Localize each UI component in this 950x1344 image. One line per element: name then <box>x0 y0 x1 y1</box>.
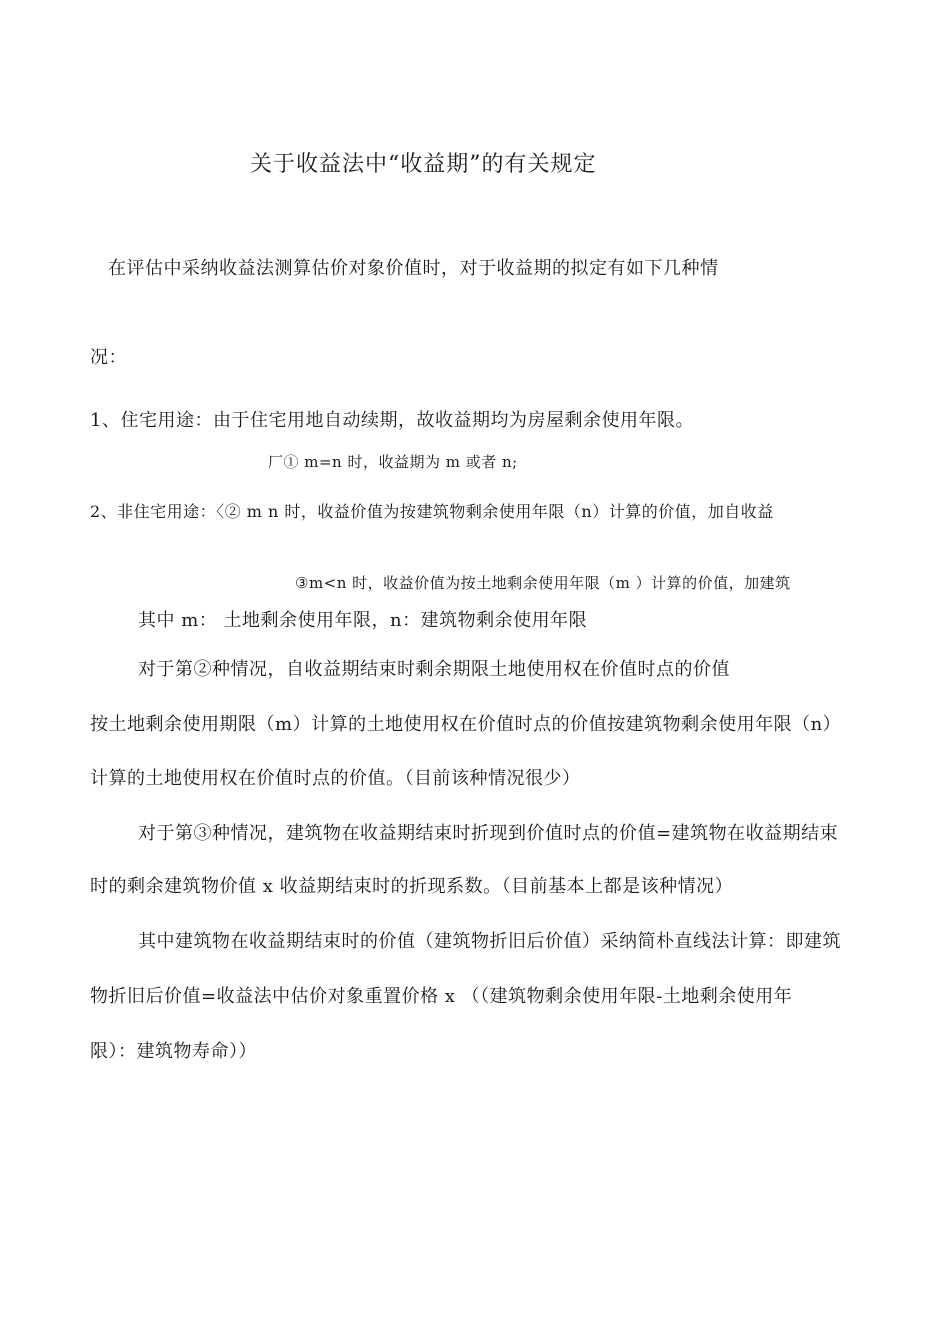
document-title: 关于收益法中“收益期”的有关规定 <box>250 152 597 177</box>
case3-line-2: 时的剩余建筑物价值 x 收益期结束时的折现系数。（目前基本上都是该种情况） <box>90 876 734 897</box>
item-nonresidential-case: ③m<n 时，收益价值为按土地剩余使用年限（m ）计算的价值，加建筑 <box>295 574 791 592</box>
item-residential: 1、住宅用途：由于住宅用地自动续期，故收益期均为房屋剩余使用年限。 <box>90 410 694 431</box>
intro-paragraph-line-1: 在评估中采纳收益法测算估价对象价值时，对于收益期的拟定有如下几种情 <box>108 258 719 279</box>
case2-line-3: 计算的土地使用权在价值时点的价值。（目前该种情况很少） <box>90 768 581 789</box>
item-nonresidential: 2、非住宅用途：〈② m n 时，收益价值为按建筑物剩余使用年限（n）计算的价值，加自收益 <box>90 502 774 521</box>
definition-line: 其中 m： 土地剩余使用年限，n：建筑物剩余使用年限 <box>138 610 588 631</box>
depreciation-line-1: 其中建筑物在收益期结束时的价值（建筑物折旧后价值）采纳简朴直线法计算：即建筑 <box>138 931 841 952</box>
depreciation-line-2: 物折旧后价值=收益法中估价对象重置价格 x （（建筑物剩余使用年限-土地剩余使用年 <box>90 986 793 1007</box>
case2-line-2: 按土地剩余使用期限（m）计算的土地使用权在价值时点的价值按建筑物剩余使用年限（n） <box>90 714 842 735</box>
item-residential-case: 厂① m=n 时，收益期为 m 或者 n; <box>268 453 518 471</box>
depreciation-line-3: 限）：建筑物寿命）） <box>90 1041 257 1062</box>
case3-line-1: 对于第③种情况，建筑物在收益期结束时折现到价值时点的价值=建筑物在收益期结束 <box>138 823 839 844</box>
case2-line-1: 对于第②种情况，自收益期结束时剩余期限土地使用权在价值时点的价值 <box>138 659 730 680</box>
intro-paragraph-line-2: 况： <box>90 347 127 368</box>
